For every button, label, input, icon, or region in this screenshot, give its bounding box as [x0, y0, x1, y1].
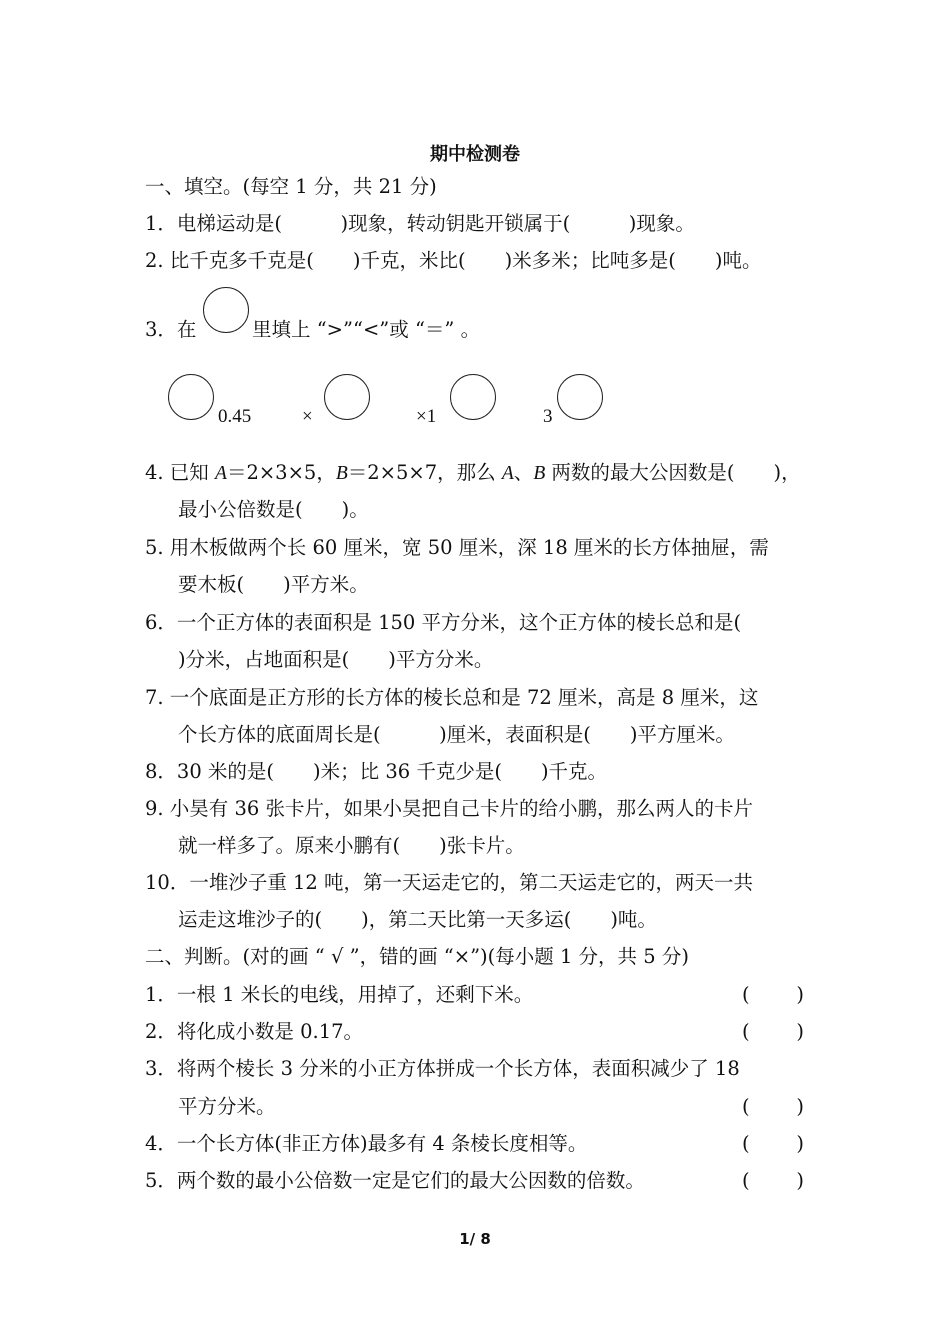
q4-var-b: B — [335, 463, 348, 484]
compare-circle-example — [203, 287, 249, 333]
judge-answer-2[interactable] — [742, 1020, 804, 1044]
question-1-4-line1 — [145, 461, 801, 486]
q4-text-a: 4. 已知 — [145, 461, 216, 484]
judge-question-5: 5．两个数的最小公倍数一定是它们的最大公因数的倍数。 — [145, 1169, 645, 1192]
paren-close: ) — [796, 1020, 804, 1043]
question-1-8: 8．30 米的是( )米；比 36 千克少是( )千克。 — [145, 760, 608, 783]
judge-answer-4[interactable] — [742, 1132, 804, 1156]
paren-open: ( — [742, 1095, 750, 1118]
question-1-10-line1: 10．一堆沙子重 12 吨，第一天运走它的，第二天运走它的，两天一共 — [145, 871, 754, 894]
paren-open: ( — [742, 1132, 750, 1155]
q4-var-b2: B — [533, 463, 546, 484]
q4-var-a: A — [215, 463, 227, 484]
question-1-5-line1: 5. 用木板做两个长 60 厘米，宽 50 厘米，深 18 厘米的长方体抽屉，需 — [145, 536, 769, 559]
compare-circle-2[interactable] — [324, 374, 370, 420]
compare-item-2: × — [302, 406, 313, 427]
judge-question-1: 1．一根 1 米长的电线，用掉了，还剩下米。 — [145, 983, 534, 1006]
paren-close: ) — [796, 1132, 804, 1155]
paren-close: ) — [796, 1169, 804, 1192]
question-1-3-suffix: 里填上 “>”“<”或 “＝” 。 — [252, 318, 481, 341]
paren-close: ) — [796, 983, 804, 1006]
paren-close: ) — [796, 1095, 804, 1118]
question-1-1: 1．电梯运动是( )现象，转动钥匙开锁属于( )现象。 — [145, 212, 695, 235]
judge-answer-3[interactable] — [742, 1095, 804, 1119]
judge-answer-5[interactable] — [742, 1169, 804, 1193]
question-1-2: 2. 比千克多千克是( )千克，米比( )米多米；比吨多是( )吨。 — [145, 249, 762, 272]
section1-heading: 一、填空。(每空 1 分，共 21 分) — [145, 175, 437, 198]
paren-open: ( — [742, 1020, 750, 1043]
q4-text-c: ＝2×5×7，那么 — [347, 461, 502, 484]
question-1-3-prefix: 3．在 — [145, 318, 197, 341]
judge-question-2: 2．将化成小数是 0.17。 — [145, 1020, 364, 1043]
compare-circle-1[interactable] — [168, 374, 214, 420]
q4-var-a2: A — [501, 463, 514, 484]
judge-question-4: 4．一个长方体(非正方体)最多有 4 条棱长度相等。 — [145, 1132, 588, 1155]
question-1-4-line2: 最小公倍数是( )。 — [178, 498, 369, 521]
section2-heading: 二、判断。(对的画 “ √ ”，错的画 “×”)(每小题 1 分，共 5 分) — [145, 945, 689, 968]
paren-open: ( — [742, 1169, 750, 1192]
compare-circle-4[interactable] — [557, 374, 603, 420]
question-1-9-line2: 就一样多了。原来小鹏有( )张卡片。 — [178, 834, 525, 857]
question-1-7-line1: 7. 一个底面是正方形的长方体的棱长总和是 72 厘米，高是 8 厘米，这 — [145, 686, 759, 709]
question-1-9-line1: 9. 小昊有 36 张卡片，如果小昊把自己卡片的给小鹏，那么两人的卡片 — [145, 797, 754, 820]
page-number: 1/ 8 — [459, 1230, 491, 1248]
q4-text-b: ＝2×3×5， — [226, 461, 336, 484]
question-1-7-line2: 个长方体的底面周长是( )厘米，表面积是( )平方厘米。 — [178, 723, 735, 746]
compare-item-1: 0.45 — [218, 406, 252, 427]
question-1-5-line2: 要木板( )平方米。 — [178, 573, 369, 596]
compare-item-3: ×1 — [416, 406, 437, 427]
judge-question-3-line2: 平方分米。 — [178, 1095, 276, 1118]
paren-open: ( — [742, 983, 750, 1006]
judge-question-3-line1: 3．将两个棱长 3 分米的小正方体拼成一个长方体，表面积减少了 18 — [145, 1057, 740, 1080]
compare-circle-3[interactable] — [450, 374, 496, 420]
question-1-6-line2: )分米，占地面积是( )平方分米。 — [178, 648, 494, 671]
compare-item-4: 3 — [543, 406, 553, 427]
page-title: 期中检测卷 — [430, 144, 520, 165]
judge-answer-1[interactable] — [742, 983, 804, 1007]
question-1-10-line2: 运走这堆沙子的( )，第二天比第一天多运( )吨。 — [178, 908, 657, 931]
q4-text-d: 两数的最大公因数是( )， — [545, 461, 801, 484]
question-1-6-line1: 6．一个正方体的表面积是 150 平方分米，这个正方体的棱长总和是( — [145, 611, 742, 634]
q4-sep: 、 — [513, 461, 534, 484]
